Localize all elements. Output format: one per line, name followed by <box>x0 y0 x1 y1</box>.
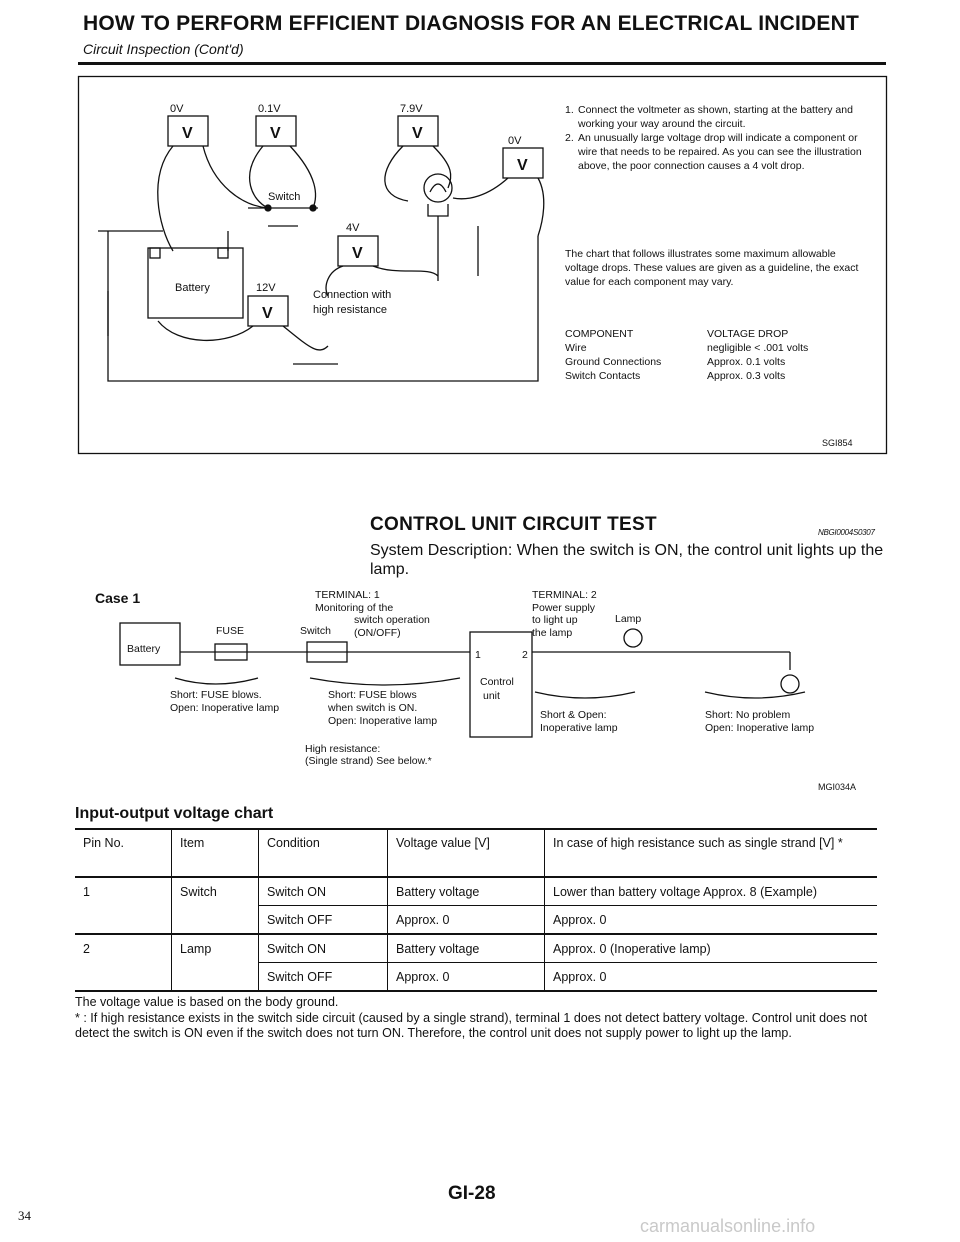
pin-1-label: 1 <box>475 649 481 661</box>
meter-label: V <box>517 157 528 174</box>
header-cell: In case of high resistance such as single strand [V] * <box>545 829 878 877</box>
fuse-label: FUSE <box>216 625 245 637</box>
terminal-1-label: (ON/OFF) <box>354 627 401 639</box>
table-row: Switch OFF Approx. 0 Approx. 0 <box>75 906 877 935</box>
watermark: carmanualsonline.info <box>640 1216 816 1236</box>
battery-terminal <box>150 248 160 258</box>
battery-terminal <box>218 248 228 258</box>
lamp-symbol <box>624 629 642 647</box>
table-row: Switch OFF Approx. 0 Approx. 0 <box>75 963 877 992</box>
voltage-drop-table-header: COMPONENT VOLTAGE DROP <box>565 328 789 340</box>
io-note-2: * : If high resistance exists in the switch side circuit (caused by a single strand), terminal 1 does not detect battery voltage. Control unit does not detect the switch is ON even if the switch does not turn ON. Therefore, the control unit does not supply power to light up the lamp. <box>75 1011 868 1040</box>
header-cell: Condition <box>259 829 388 877</box>
terminal-2-fault: Short & Open: <box>540 709 607 721</box>
terminal-1-label: switch operation <box>354 614 430 626</box>
switch-fault: when switch is ON. <box>328 702 418 714</box>
voltage-drop-row: Wire negligible < .001 volts <box>565 342 809 354</box>
terminal-2-label: Power supply <box>532 602 596 614</box>
table-row: 1 Switch Switch ON Battery voltage Lower than battery voltage Approx. 8 (Example) <box>75 877 877 906</box>
high-resistance-note: (Single strand) See below.* <box>305 755 432 767</box>
battery-label: Battery <box>175 282 210 294</box>
meter-label: V <box>262 305 273 322</box>
switch-fault: Short: FUSE blows <box>328 689 417 701</box>
side-page-number: 34 <box>18 1208 31 1223</box>
meter-label: V <box>352 245 363 262</box>
terminal-1-label: Monitoring of the <box>315 602 394 614</box>
lamp-symbol <box>781 675 799 693</box>
lamp-circle <box>424 174 452 202</box>
lamp-label: Lamp <box>615 613 642 625</box>
voltage-drop-row: Switch Contacts Approx. 0.3 volts <box>565 370 786 382</box>
io-chart-title: Input-output voltage chart <box>75 805 274 822</box>
control-unit-title: CONTROL UNIT CIRCUIT TEST <box>370 514 657 535</box>
header-rule <box>78 62 886 65</box>
page-label: GI-28 <box>448 1183 496 1204</box>
switch-label: Switch <box>300 625 331 637</box>
figure-id: MGI034A <box>818 782 857 792</box>
voltage-label-v4: 0V <box>508 135 522 147</box>
table-row: 2 Lamp Switch ON Battery voltage Approx. 0 (Inoperative lamp) <box>75 934 877 963</box>
meter-label: V <box>412 125 423 142</box>
meter-label: V <box>270 125 281 142</box>
step-item: 2. An unusually large voltage drop will indicate a component or wire that needs to be repaired. As you can see the illustration above, the poor connection causes a 4 volt drop. <box>565 132 862 172</box>
lamp-fault: Open: Inoperative lamp <box>705 722 815 734</box>
steps-list <box>565 103 875 173</box>
connection-label-2: high resistance <box>313 304 387 316</box>
header-cell: Pin No. <box>75 829 172 877</box>
figure-id: SGI854 <box>822 438 853 448</box>
page-title: HOW TO PERFORM EFFICIENT DIAGNOSIS FOR AN ELECTRICAL INCIDENT <box>83 12 859 35</box>
terminal-2-fault: Inoperative lamp <box>540 722 618 734</box>
step-item: 1. Connect the voltmeter as shown, starting at the battery and working your way around the circuit. <box>565 104 853 130</box>
switch-label: Switch <box>268 191 301 203</box>
switch-fault: Open: Inoperative lamp <box>328 715 438 727</box>
high-resistance-note: High resistance: <box>305 743 381 755</box>
chart-note: The chart that follows illustrates some maximum allowable voltage drops. These values are given as a guideline, the exact value for each component may vary. <box>565 248 859 288</box>
io-voltage-table <box>75 828 877 992</box>
fuse-fault: Short: FUSE blows. <box>170 689 262 701</box>
connection-label: Connection with <box>313 289 392 301</box>
voltage-label-v3: 7.9V <box>400 103 423 115</box>
lamp-fault: Short: No problem <box>705 709 791 721</box>
header-cell: Voltage value [V] <box>388 829 545 877</box>
voltage-label-v6: 12V <box>256 282 276 294</box>
reference-code: NBGI0004S0307 <box>818 528 875 537</box>
voltage-label-v1: 0V <box>170 103 184 115</box>
pin-2-label: 2 <box>522 649 528 661</box>
voltage-label-v2: 0.1V <box>258 103 281 115</box>
voltage-drop-row: Ground Connections Approx. 0.1 volts <box>565 356 786 368</box>
header-cell: Item <box>172 829 259 877</box>
table-header-row <box>75 829 877 877</box>
control-unit-label: unit <box>483 690 500 702</box>
control-unit-label: Control <box>480 676 514 688</box>
fuse-fault: Open: Inoperative lamp <box>170 702 280 714</box>
voltage-label-v5: 4V <box>346 222 360 234</box>
battery-label: Battery <box>127 643 161 655</box>
system-description: System Description: When the switch is ON, the control unit lights up the lamp. <box>370 542 884 578</box>
terminal-2-label: to light up <box>532 614 578 626</box>
page-subtitle: Circuit Inspection (Cont'd) <box>83 41 244 57</box>
meter-label: V <box>182 125 193 142</box>
io-note-1: The voltage value is based on the body ground. <box>75 995 339 1009</box>
terminal-2-label: TERMINAL: 2 <box>532 589 597 601</box>
case-label: Case 1 <box>95 590 141 606</box>
terminal-1-label: TERMINAL: 1 <box>315 589 380 601</box>
terminal-2-label: the lamp <box>532 627 573 639</box>
